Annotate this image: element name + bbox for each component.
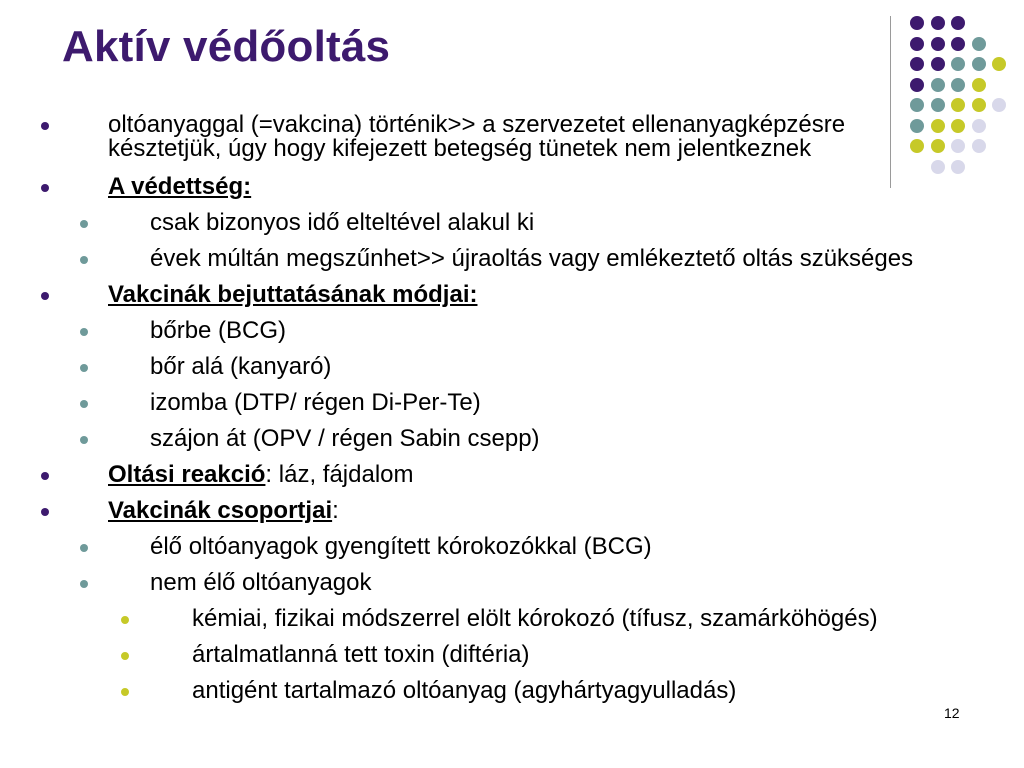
bullet-list [0,113,960,703]
bullet-text: : láz, fájdalom [265,461,414,488]
bullet-text: oltóanyaggal (=vakcina) történik>> a szervezetet ellenanyagképzésre késztetjük, úgy hogy kifejezett betegség tünetek nem jelentkeznek [108,111,846,162]
decorative-dot [910,37,924,51]
bullet-heading: Vakcinák csoportjai [108,497,333,524]
decorative-dot [931,57,945,71]
bullet-text: izomba (DTP/ régen Di-Per-Te) [150,389,481,416]
bullet-marker [121,688,129,696]
decorative-dot [951,57,965,71]
decorative-dot [931,98,945,112]
decorative-dot [931,78,945,92]
decorative-dot [972,78,986,92]
decorative-dot [910,57,924,71]
bullet-text: élő oltóanyagok gyengített kórokozókkal (BCG) [150,533,652,560]
bullet-item-level-1 [0,283,878,307]
bullet-item-level-2 [0,427,920,451]
bullet-text: évek múltán megszűnhet>> újraoltás vagy emlékeztető oltás szükséges [150,245,914,272]
bullet-marker [80,436,88,444]
bullet-item-level-3 [0,643,892,667]
bullet-heading: Oltási reakció [108,461,266,488]
decorative-dot [972,98,986,112]
bullet-text: szájon át (OPV / régen Sabin csepp) [150,425,540,452]
bullet-marker [80,544,88,552]
decorative-dot [931,16,945,30]
decorative-dot [910,98,924,112]
bullet-item-level-1 [0,463,878,487]
decorative-dot [972,57,986,71]
bullet-item-level-2 [0,319,920,343]
bullet-marker [80,400,88,408]
bullet-heading: A védettség: [108,173,252,200]
decorative-dot [910,78,924,92]
bullet-item-level-3 [0,607,892,631]
bullet-text: bőr alá (kanyaró) [150,353,332,380]
bullet-marker [121,652,129,660]
bullet-text: csak bizonyos idő elteltével alakul ki [150,209,535,236]
bullet-marker [80,256,88,264]
bullet-text: bőrbe (BCG) [150,317,287,344]
bullet-item-level-2 [0,571,920,595]
bullet-item-level-2 [0,391,920,415]
bullet-text: nem élő oltóanyagok [150,569,372,596]
bullet-heading: Vakcinák bejuttatásának módjai: [108,281,478,308]
decorative-dot [992,57,1006,71]
decorative-dot [972,119,986,133]
bullet-marker [41,292,49,300]
bullet-item-level-2 [0,247,920,271]
decorative-dot [951,98,965,112]
bullet-item-level-1 [0,175,878,199]
slide-number: 12 [944,705,960,721]
bullet-text: antigént tartalmazó oltóanyag (agyhártyagyulladás) [192,677,737,704]
bullet-marker [80,364,88,372]
bullet-item-level-1 [0,499,878,523]
bullet-marker [80,220,88,228]
bullet-marker [80,328,88,336]
bullet-item-level-2 [0,355,920,379]
decorative-dot [910,16,924,30]
bullet-marker [41,508,49,516]
decorative-dot [931,37,945,51]
bullet-marker [41,184,49,192]
bullet-marker [121,616,129,624]
bullet-item-level-3 [0,679,892,703]
bullet-marker [41,472,49,480]
decorative-dot [972,139,986,153]
decorative-dot [951,16,965,30]
bullet-item-level-2 [0,535,920,559]
bullet-marker [41,122,49,130]
decorative-dot [972,37,986,51]
bullet-text: ártalmatlanná tett toxin (diftéria) [192,641,530,668]
decorative-dot [951,78,965,92]
bullet-marker [80,580,88,588]
slide-title: Aktív védőoltás [62,22,391,71]
bullet-item-level-1 [0,113,878,161]
bullet-text: : [332,497,339,524]
decorative-dot [951,37,965,51]
bullet-item-level-2 [0,211,920,235]
decorative-dot [992,98,1006,112]
bullet-text: kémiai, fizikai módszerrel elölt kórokozó (tífusz, szamárköhögés) [192,605,878,632]
